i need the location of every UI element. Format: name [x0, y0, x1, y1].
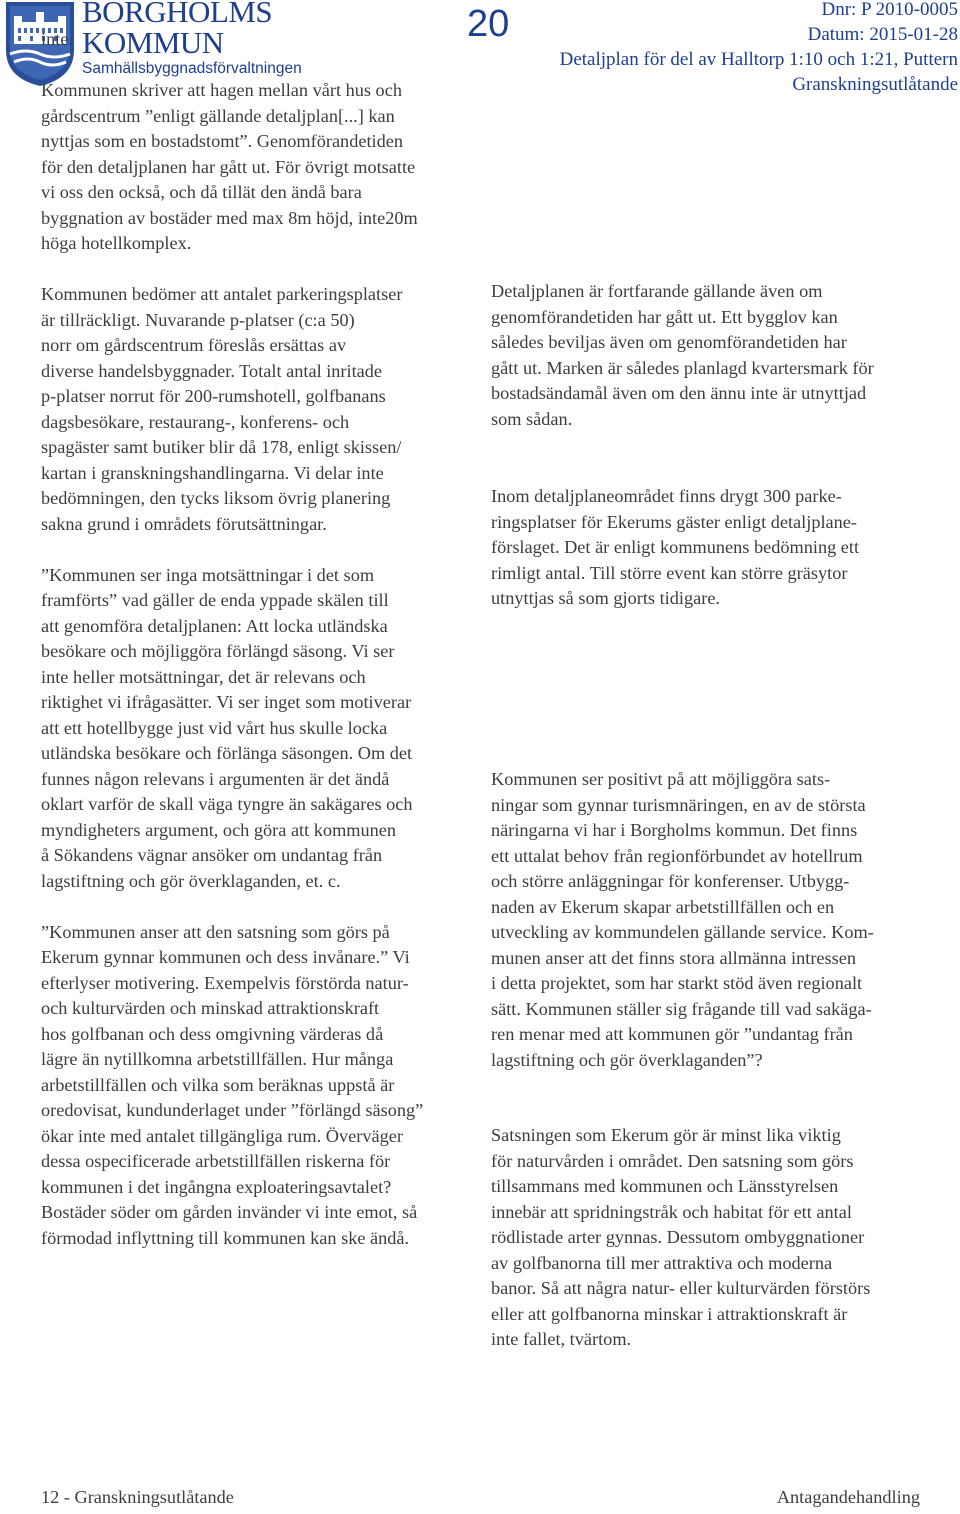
footer-document-status: Antagandehandling — [776, 1487, 920, 1507]
plan-title: Detaljplan för del av Halltorp 1:10 och 1:21, Puttern — [559, 49, 958, 70]
left-paragraph: Kommunen bedömer att antalet parkeringsplatser är tillräckligt. Nuvarande p-platser (c:a 50) norr om gårdscentrum föreslås ersättas av diverse handelsbyggnader. Totalt antal inritade p-platser norrut för 200-rumshotell, golfbanans dagsbesökare, restaurang-, konferens- och spagäster samt butiker blir då 178, enligt skissen/ kartan i granskningshandlingarna. Vi delar inte bedömningen, den tycks liksom övrig planering sakna grund i områdets förutsättningar. — [41, 284, 403, 534]
document-type: Granskningsutlåtande — [792, 74, 958, 95]
organization-name-line2: KOMMUN — [82, 25, 224, 60]
page-number: 20 — [467, 3, 510, 45]
left-paragraph: Kommunen skriver att hagen mellan vårt hus och gårdscentrum ”enligt gällande detaljplan[...] kan nyttjas som en bostadstomt”. Genomförandetiden för den detaljplanen har gått ut. För övrigt motsatte vi oss den också, och då tillät den ändå bara byggnation av bostäder med max 8m höjd, inte20m höga hotellkomplex. — [41, 80, 418, 253]
dnr-label: Dnr: P 2010-0005 — [821, 0, 958, 20]
document-meta — [560, 0, 958, 97]
right-paragraph: Kommunen ser positivt på att möjliggöra sats- ningar som gynnar turismnäringen, en av de största näringarna vi har i Borgholms kommun. Det finns ett uttalat behov från regionförbundet av hotellrum och större anläggningar för konferenser. Utbygg- naden av Ekerum skapar arbetstillfällen och en utveckling av kommundelen gällande service. Kom- munen anser att det finns stora allmänna intressen i detta projektet, som har starkt stöd även regionalt sätt. Kommunen ställer sig frågande till vad sakäga- ren menar med att kommunen gör ”undantag från lagstiftning och gör överklaganden”? — [491, 769, 874, 1070]
right-paragraph: Detaljplanen är fortfarande gällande även om genomförandetiden har gått ut. Ett bygglov kan således beviljas även om genomförandetiden har gått ut. Marken är således planlagd kvartersmark för bostadsändamål även om den ännu inte är utnyttjad som sådan. — [491, 281, 874, 429]
right-column-block-2 — [491, 484, 931, 637]
right-column-block-3 — [491, 767, 931, 1099]
left-column — [41, 27, 481, 1277]
right-paragraph: Inom detaljplaneområdet finns drygt 300 parke- ringsplatser för Ekerums gäster enligt detaljplane- förslaget. Det är enligt kommunens bedömning ett rimligt antal. Till större event kan större gräsytor utnyttjas så som gjorts tidigare. — [491, 486, 860, 608]
footer-page-label: 12 - Granskningsutlåtande — [41, 1487, 234, 1507]
organization-subtitle: Samhällsbyggnadsförvaltningen — [82, 60, 302, 77]
right-column-block-1 — [491, 279, 931, 458]
left-paragraph: ”Kommunen ser inga motsättningar i det som framförts” vad gäller de enda yppade skälen till att genomföra detaljplanen: Att locka utländska besökare och möjliggöra förlängd säsong. Vi ser inte heller motsättningar, det är relevans och riktighet vi ifrågasätter. Vi ser inget som motiverar att ett hotellbygge just vid vårt hus skulle locka utländska besökare och förlänga säsongen. Om det funnes någon relevans i argumenten är det ändå oklart varför de skall väga tyngre än sakägares och myndigheters argument, och göra att kommunen å Sökandens vägnar ansöker om undantag från lagstiftning och gör överklaganden, et. c. — [41, 564, 413, 891]
left-paragraph: inte. — [41, 29, 73, 49]
date-label: Datum: 2015-01-28 — [807, 24, 958, 45]
left-paragraph: ”Kommunen anser att den satsning som görs på Ekerum gynnar kommunen och dess invånare.” Vi efterlyser motivering. Exempelvis förstörda natur- och kulturvärden och minskad attraktionskraft hos golfbanan och dess omgivning värderas då lägre än nytillkomna arbetstillfällen. Hur många arbetstillfällen och vilka som beräknas uppstå är oredovisat, kundunderlaget under ”förlängd säsong” ökar inte med antalet tillgängliga rum. Överväger dessa ospecificerade arbetstillfällen riskerna för kommunen i det ingångna exploateringsavtalet? Bostäder söder om gården invänder vi inte emot, så förmodad inflyttning till kommunen kan ske ändå. — [41, 921, 424, 1248]
right-column-block-4 — [491, 1123, 931, 1378]
right-paragraph: Satsningen som Ekerum gör är minst lika viktig för naturvården i området. Den satsning som görs tillsammans med kommunen och Länsstyrelsen innebär att spridningstråk och habitat för ett antal rödlistade arter gynnas. Dessutom ombyggnationer av golfbanorna till mer attraktiva och moderna banor. Så att några natur- eller kulturvärden förstörs eller att golfbanorna minskar i attraktionskraft är inte fallet, tvärtom. — [491, 1125, 871, 1349]
organization-name-line1: BORGHOLMS — [82, 0, 273, 29]
